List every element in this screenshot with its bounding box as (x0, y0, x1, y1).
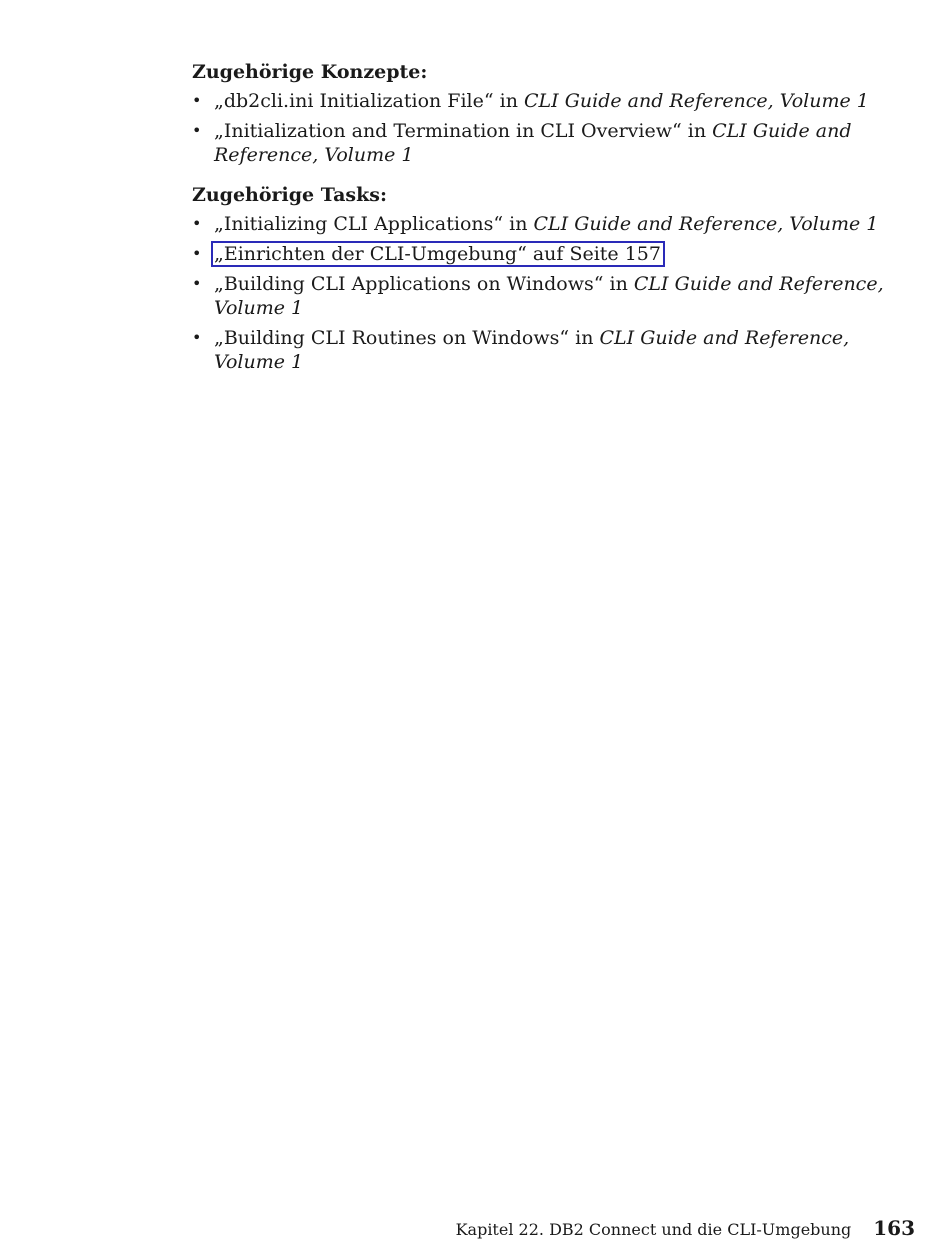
item-title: „Building CLI Routines on Windows“ (214, 327, 570, 349)
list-item (192, 242, 920, 266)
related-concepts-list (192, 89, 920, 167)
item-connector: in (493, 90, 524, 112)
list-item (192, 326, 920, 374)
item-reference: CLI Guide and Reference, Volume 1 (214, 120, 852, 166)
page-content (192, 58, 920, 380)
list-item (192, 272, 920, 320)
bullet-icon: • (192, 91, 202, 110)
item-title: „Building CLI Applications on Windows“ (214, 273, 604, 295)
item-reference: CLI Guide and Reference, Volume 1 (533, 213, 879, 235)
list-item (192, 212, 920, 236)
chapter-title: Kapitel 22. DB2 Connect und die CLI-Umgebung (455, 1220, 852, 1239)
bullet-icon: • (192, 244, 202, 263)
item-title: „Initialization and Termination in CLI Overview“ (214, 120, 682, 142)
list-item (192, 89, 920, 113)
item-connector: in (603, 273, 634, 295)
related-concepts-heading: Zugehörige Konzepte: (192, 61, 428, 83)
bullet-icon: • (192, 274, 202, 293)
item-title: „Initializing CLI Applications“ (214, 213, 504, 235)
item-connector: in (681, 120, 713, 142)
item-title: „db2cli.ini Initialization File“ (214, 90, 494, 112)
bullet-icon: • (192, 214, 202, 233)
item-reference: CLI Guide and Reference, Volume 1 (214, 327, 850, 373)
cross-reference-link[interactable]: „Einrichten der CLI-Umgebung“ auf Seite 157 (211, 241, 665, 267)
related-tasks-heading: Zugehörige Tasks: (192, 184, 387, 206)
item-reference: CLI Guide and Reference, Volume 1 (214, 273, 884, 319)
bullet-icon: • (192, 121, 202, 140)
item-connector: in (569, 327, 600, 349)
list-item (192, 119, 920, 167)
page-number: 163 (873, 1216, 915, 1240)
item-connector: in (503, 213, 534, 235)
bullet-icon: • (192, 328, 202, 347)
page-footer (456, 1214, 915, 1244)
item-reference: CLI Guide and Reference, Volume 1 (524, 90, 869, 112)
related-tasks-section (192, 181, 920, 374)
related-tasks-list (192, 212, 920, 374)
related-concepts-section (192, 58, 920, 167)
